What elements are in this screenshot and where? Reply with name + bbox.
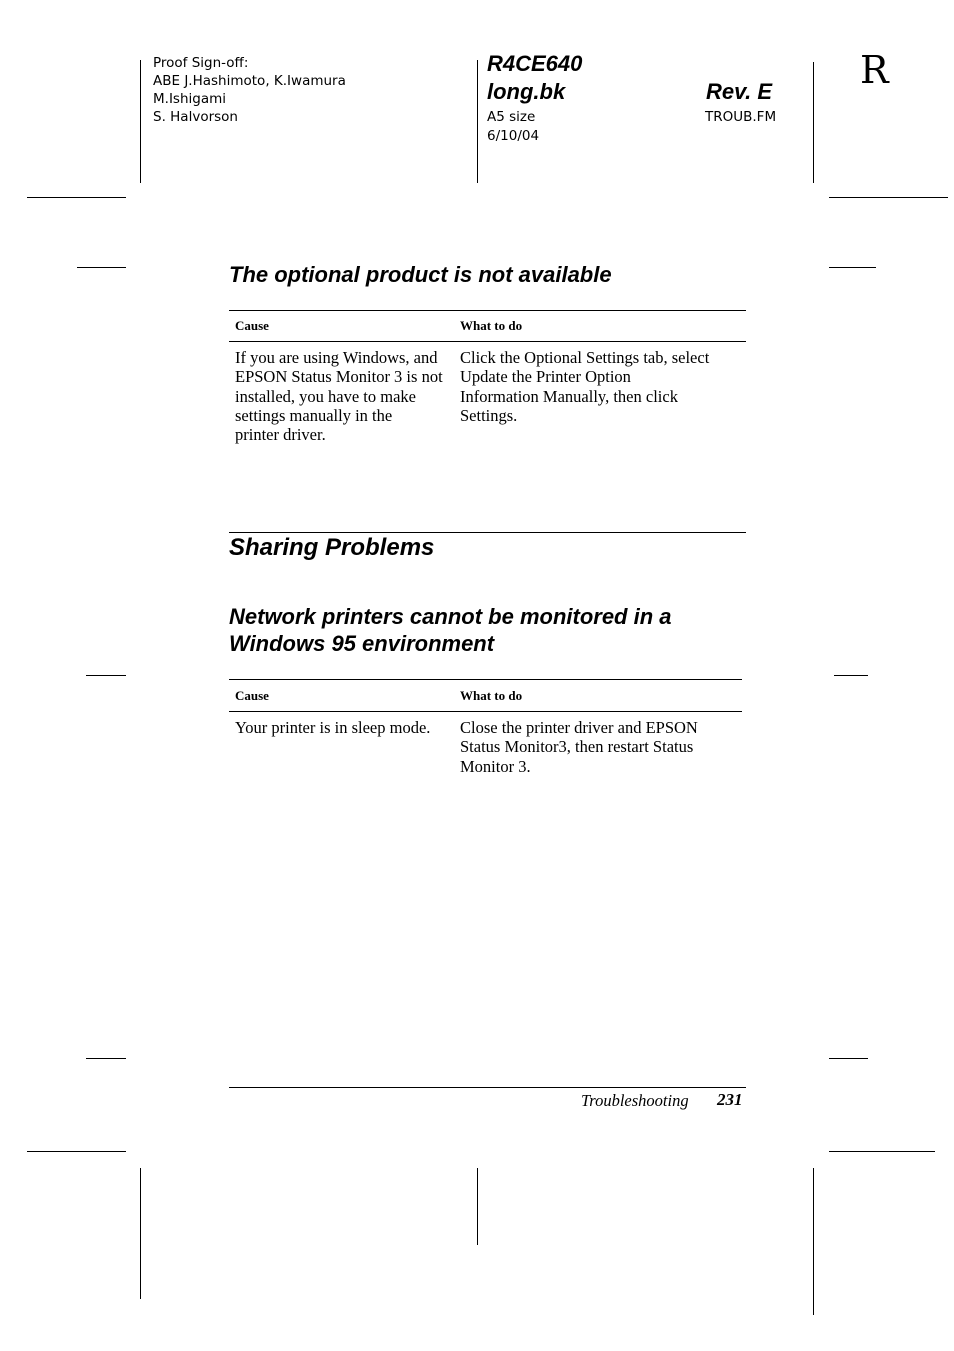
subheading-line: Windows 95 environment — [229, 631, 495, 656]
table-rule-header — [229, 341, 746, 342]
cell-line: Click the Optional Settings tab, select — [460, 348, 710, 367]
margin-mark-right-2 — [834, 675, 868, 676]
crop-mark-top-right — [813, 62, 814, 183]
table-cell-cause — [235, 718, 430, 737]
book-file: long.bk — [487, 79, 566, 104]
corner-letter: R — [860, 48, 889, 92]
crop-mark-top-center — [477, 60, 478, 183]
section-heading-sharing-problems: Sharing Problems — [229, 534, 435, 561]
proof-date: 6/10/04 — [487, 128, 540, 144]
crop-mark-right-lower — [829, 1151, 935, 1152]
crop-mark-right-upper — [829, 197, 948, 198]
cell-line: printer driver. — [235, 425, 326, 445]
cell-line: settings manually in the — [235, 405, 393, 425]
section-heading-optional-product: The optional product is not available — [229, 262, 612, 287]
proof-line: Proof Sign-off: — [153, 55, 249, 71]
margin-mark-left-3 — [86, 1058, 126, 1059]
margin-mark-left-2 — [86, 675, 126, 676]
margin-mark-left-1 — [77, 267, 126, 268]
cell-line: Settings. — [460, 405, 518, 425]
table-cell-what-to-do — [460, 718, 698, 776]
cell-line: Your printer is in sleep mode. — [235, 718, 431, 737]
cell-line: Monitor 3. — [460, 756, 531, 776]
footer-rule — [229, 1087, 746, 1088]
paper-size: A5 size — [487, 109, 536, 125]
doc-code: R4CE640 — [487, 51, 583, 76]
cell-line: Information Manually, then click — [460, 386, 678, 406]
table-rule-top — [229, 679, 742, 680]
cell-line: installed, you have to make — [235, 386, 416, 406]
column-header-cause: Cause — [235, 688, 269, 703]
table-cell-cause — [235, 348, 443, 444]
column-header-what-to-do: What to do — [460, 688, 523, 703]
crop-mark-bottom-center — [477, 1168, 478, 1245]
chapter-file: TROUB.FM — [705, 109, 777, 125]
cell-line: Status Monitor3, then restart Status — [460, 737, 694, 757]
margin-mark-right-3 — [829, 1058, 868, 1059]
margin-mark-right-1 — [829, 267, 876, 268]
subheading-network-printers — [229, 603, 672, 657]
cell-line: Update the Printer Option — [460, 367, 631, 387]
crop-mark-top-left — [140, 60, 141, 183]
footer-chapter: Troubleshooting — [581, 1091, 689, 1110]
subheading-line: Network printers cannot be monitored in a — [229, 604, 672, 629]
table-rule-header — [229, 711, 742, 712]
column-header-cause: Cause — [235, 318, 269, 333]
revision: Rev. E — [706, 79, 773, 104]
crop-mark-left-upper — [27, 197, 126, 198]
proof-signoff — [153, 54, 346, 126]
cell-line: Close the printer driver and EPSON — [460, 718, 698, 737]
table-cell-what-to-do — [460, 348, 709, 425]
crop-mark-bottom-left — [140, 1168, 141, 1299]
crop-mark-bottom-right — [813, 1168, 814, 1315]
proof-line: S. Halvorson — [153, 109, 238, 125]
table-rule-top — [229, 310, 746, 311]
cell-line: If you are using Windows, and — [235, 348, 438, 367]
cell-line: EPSON Status Monitor 3 is not — [235, 367, 443, 387]
page-number: 231 — [717, 1090, 743, 1109]
proof-line: ABE J.Hashimoto, K.Iwamura — [153, 73, 346, 89]
crop-mark-left-lower — [27, 1151, 126, 1152]
proof-line: M.Ishigami — [153, 91, 227, 107]
column-header-what-to-do: What to do — [460, 318, 523, 333]
